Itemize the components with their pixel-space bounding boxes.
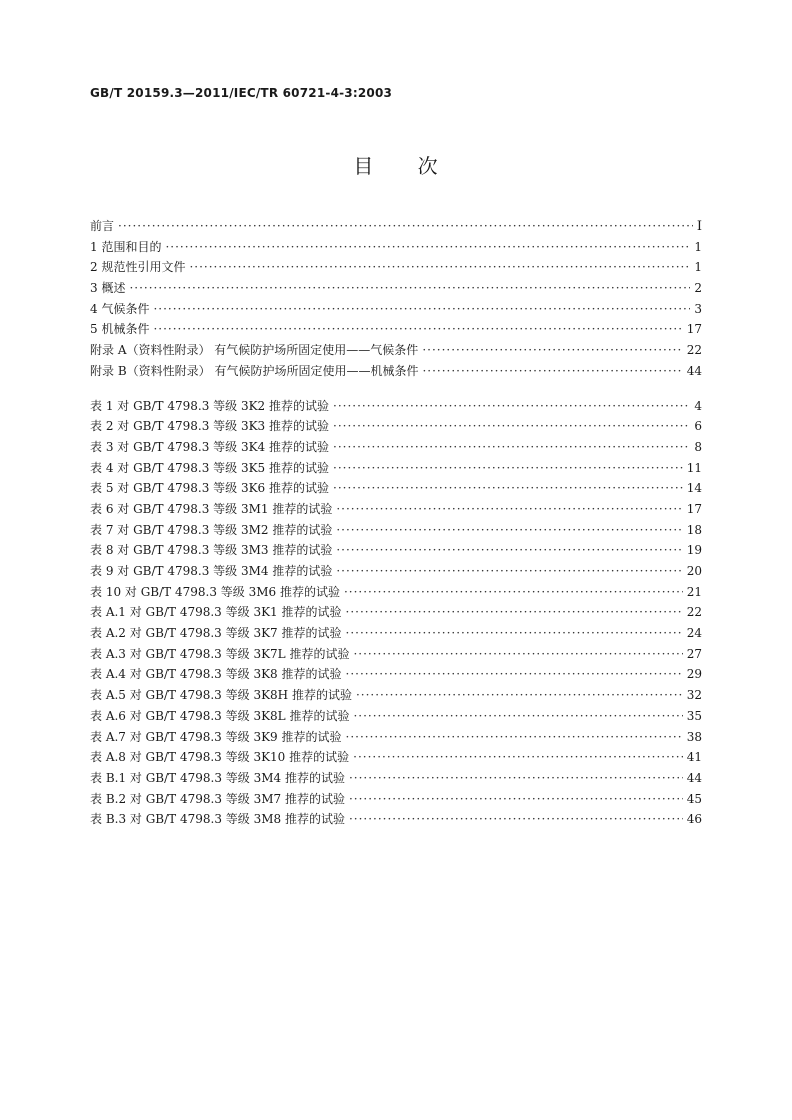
table-entry-page: 11 [686,460,702,475]
table-entry-label: 表 A.8 对 GB/T 4798.3 等级 3K10 推荐的试验 [90,750,350,765]
table-entry-page: 4 [694,398,702,413]
table-entry[interactable] [90,664,702,685]
leader-dots [356,685,683,706]
toc-entry-page: 22 [686,343,702,358]
table-entry-page: 21 [686,584,702,599]
leader-dots [153,299,690,320]
toc-entry-annex-b[interactable] [90,361,702,382]
leader-dots [336,561,682,582]
table-entry-label: 表 A.3 对 GB/T 4798.3 等级 3K7L 推荐的试验 [90,646,350,661]
table-entry[interactable] [90,706,702,727]
leader-dots [129,278,690,299]
toc-entry-scope[interactable] [90,237,702,258]
toc-entry-overview[interactable] [90,278,702,299]
toc-entry-label: 附录 B（资料性附录） 有气候防护场所固定使用——机械条件 [90,363,419,378]
table-entry-label: 表 A.2 对 GB/T 4798.3 等级 3K7 推荐的试验 [90,626,342,641]
table-entry-page: 46 [686,812,702,827]
leader-dots [118,216,693,237]
table-entry[interactable] [90,478,702,499]
table-entry-page: 41 [686,750,702,765]
leader-dots [349,768,683,789]
leader-dots [346,664,683,685]
table-entry-page: 8 [694,439,702,454]
toc-entry-page: 1 [694,260,702,275]
table-entry[interactable] [90,602,702,623]
toc-entry-page: 1 [694,239,702,254]
leader-dots [344,582,683,603]
toc-entry-annex-a[interactable] [90,340,702,361]
table-entry[interactable] [90,416,702,437]
table-entry-page: 22 [686,605,702,620]
toc-entry-label: 3 概述 [90,281,126,296]
table-entry-page: 29 [686,667,702,682]
toc-entry-label: 附录 A（资料性附录） 有气候防护场所固定使用——气候条件 [90,343,419,358]
toc-entry-references[interactable] [90,257,702,278]
table-entry-page: 17 [686,501,702,516]
table-entry[interactable] [90,768,702,789]
leader-dots [333,416,690,437]
table-entry-label: 表 7 对 GB/T 4798.3 等级 3M2 推荐的试验 [90,522,333,537]
toc-entry-page: 3 [694,301,702,316]
leader-dots [336,520,682,541]
leader-dots [333,478,683,499]
leader-dots [346,727,683,748]
table-entry-label: 表 B.3 对 GB/T 4798.3 等级 3M8 推荐的试验 [90,812,345,827]
toc-entry-label: 前言 [90,219,115,233]
table-entry-label: 表 8 对 GB/T 4798.3 等级 3M3 推荐的试验 [90,543,333,558]
table-entry[interactable] [90,727,702,748]
table-entry-label: 表 A.4 对 GB/T 4798.3 等级 3K8 推荐的试验 [90,667,342,682]
table-entry-page: 20 [686,564,702,578]
leader-dots [153,319,682,340]
table-entry-page: 24 [686,626,702,641]
table-entry-page: 19 [686,543,702,558]
table-entry-label: 表 2 对 GB/T 4798.3 等级 3K3 推荐的试验 [90,419,330,434]
table-entry[interactable] [90,789,702,810]
table-entry[interactable] [90,809,702,830]
leader-dots [336,540,682,561]
table-entry-label: 表 10 对 GB/T 4798.3 等级 3M6 推荐的试验 [90,584,340,599]
leader-dots [349,809,683,830]
table-entry-label: 表 A.6 对 GB/T 4798.3 等级 3K8L 推荐的试验 [90,708,350,723]
table-entry[interactable] [90,396,702,417]
table-entry-page: 14 [686,481,702,496]
toc-entry-page: 17 [686,322,702,337]
table-entry[interactable] [90,623,702,644]
page-title: 目 次 [353,154,439,178]
table-entry-page: 44 [686,770,702,785]
leader-dots [353,706,682,727]
table-entry-label: 表 5 对 GB/T 4798.3 等级 3K6 推荐的试验 [90,481,330,496]
table-entry-label: 表 6 对 GB/T 4798.3 等级 3M1 推荐的试验 [90,501,333,516]
toc-entry-foreword[interactable] [90,216,702,237]
table-entry-page: 32 [686,688,702,703]
leader-dots [353,747,683,768]
leader-dots [333,396,690,417]
toc-entry-page: 44 [686,363,702,378]
table-entry-page: 27 [686,646,702,661]
table-entry[interactable] [90,644,702,665]
toc-entry-label: 4 气候条件 [90,301,150,316]
table-entry-label: 表 B.1 对 GB/T 4798.3 等级 3M4 推荐的试验 [90,770,345,785]
leader-dots [333,458,683,479]
toc-entry-mechanical[interactable] [90,319,702,340]
table-entry[interactable] [90,520,702,541]
leader-dots [336,499,682,520]
table-entry-label: 表 A.5 对 GB/T 4798.3 等级 3K8H 推荐的试验 [90,688,352,703]
table-entry-label: 表 B.2 对 GB/T 4798.3 等级 3M7 推荐的试验 [90,791,345,806]
table-entry[interactable] [90,685,702,706]
leader-dots [353,644,682,665]
leader-dots [349,789,683,810]
toc-entry-climatic[interactable] [90,299,702,320]
table-entry-label: 表 1 对 GB/T 4798.3 等级 3K2 推荐的试验 [90,398,330,413]
toc-entry-page: Ⅰ [696,219,702,234]
document-header: GB/T 20159.3—2011/IEC/TR 60721-4-3:2003 [90,86,393,100]
table-entry-label: 表 4 对 GB/T 4798.3 等级 3K5 推荐的试验 [90,460,330,475]
table-entry-label: 表 9 对 GB/T 4798.3 等级 3M4 推荐的试验 [90,564,333,578]
leader-dots [189,257,690,278]
table-of-contents [90,216,702,830]
toc-entry-page: 2 [694,281,702,296]
table-entry-page: 45 [686,791,702,806]
table-entry-page: 6 [694,419,702,434]
leader-dots [422,361,682,382]
table-entry[interactable] [90,561,702,582]
table-entry-page: 38 [686,729,702,744]
table-entry-label: 表 A.1 对 GB/T 4798.3 等级 3K1 推荐的试验 [90,605,342,620]
toc-entry-label: 5 机械条件 [90,322,150,337]
table-entry-label: 表 3 对 GB/T 4798.3 等级 3K4 推荐的试验 [90,439,330,454]
table-entry-page: 18 [686,522,702,537]
table-entry[interactable] [90,582,702,603]
toc-entry-label: 2 规范性引用文件 [90,260,186,275]
table-entry-page: 35 [686,708,702,723]
table-entry[interactable] [90,499,702,520]
leader-dots [346,623,683,644]
table-entry[interactable] [90,437,702,458]
leader-dots [333,437,690,458]
table-entry[interactable] [90,540,702,561]
leader-dots [165,237,690,258]
leader-dots [346,602,683,623]
leader-dots [422,340,682,361]
table-entry[interactable] [90,458,702,479]
toc-entry-label: 1 范围和目的 [90,239,162,254]
table-entry[interactable] [90,747,702,768]
table-entry-label: 表 A.7 对 GB/T 4798.3 等级 3K9 推荐的试验 [90,729,342,744]
